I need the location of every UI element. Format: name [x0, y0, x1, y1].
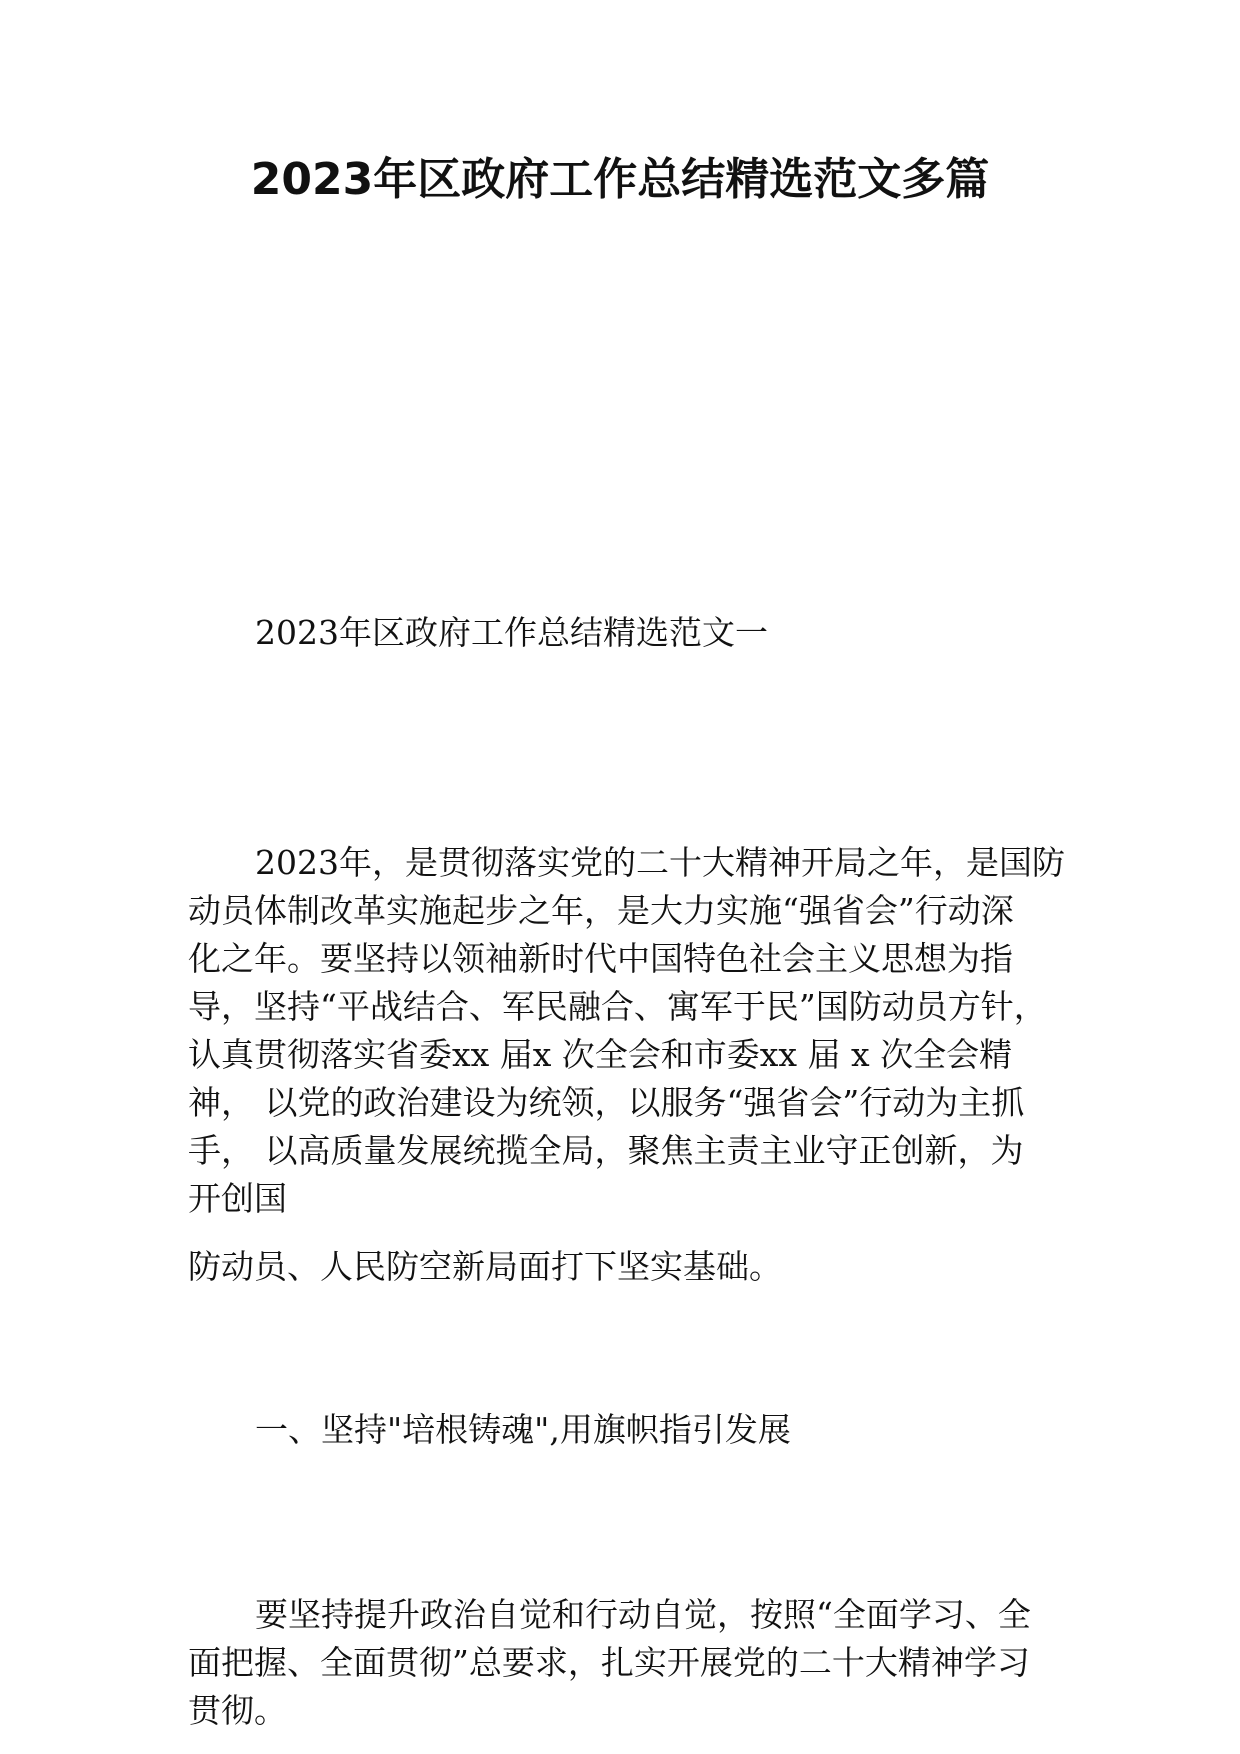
paragraph-line: 贯彻。	[188, 1691, 287, 1730]
paragraph-line: 神， 以党的政治建设为统领，以服务“强省会”行动为主抓	[188, 1083, 1025, 1122]
paragraph-line: 开创国	[188, 1179, 287, 1218]
paragraph-line: 认真贯彻落实省委xx 届x 次全会和市委xx 届 x 次全会精	[188, 1035, 1013, 1074]
paragraph-line: 化之年。要坚持以领袖新时代中国特色社会主义思想为指	[188, 939, 1013, 978]
paragraph-line: 手， 以高质量发展统揽全局，聚焦主责主业守正创新，为	[188, 1131, 1024, 1170]
section-subtitle: 2023年区政府工作总结精选范文一	[255, 613, 768, 652]
document-title: 2023年区政府工作总结精选范文多篇	[250, 154, 990, 205]
paragraph-line: 面把握、全面贯彻”总要求，扎实开展党的二十大精神学习	[188, 1643, 1030, 1682]
paragraph-line: 要坚持提升政治自觉和行动自觉，按照“全面学习、全	[255, 1595, 1031, 1634]
paragraph-line: 动员体制改革实施起步之年，是大力实施“强省会”行动深	[188, 891, 1014, 930]
paragraph-line: 防动员、人民防空新局面打下坚实基础。	[188, 1247, 782, 1286]
paragraph-line: 导，坚持“平战结合、军民融合、寓军于民”国防动员方针，	[188, 987, 1047, 1026]
paragraph-line: 2023年，是贯彻落实党的二十大精神开局之年，是国防	[255, 843, 1065, 882]
section-heading: 一、坚持"培根铸魂",用旗帜指引发展	[255, 1410, 791, 1449]
